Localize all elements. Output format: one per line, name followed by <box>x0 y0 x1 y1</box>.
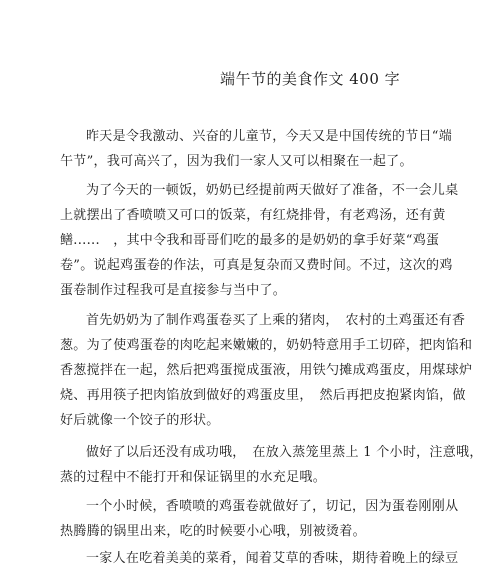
paragraph-line: 一家人在吃着美美的菜肴，闻着艾草的香味，期待着晚上的绿豆 <box>86 551 459 566</box>
paragraph-3 <box>60 308 473 433</box>
paragraph-line: 香葱搅拌在一起，然后把鸡蛋搅成蛋液，用铁勺摊成鸡蛋皮，用煤球炉 <box>60 363 473 378</box>
paragraph-line: 好后就像一个饺子的形状。 <box>60 413 220 428</box>
paragraph-line: 午节”，我可高兴了，因为我们一家人又可以相聚在一起了。 <box>60 154 413 169</box>
paragraph-6 <box>60 546 459 571</box>
paragraph-line: 蛋卷制作过程我可是直接参与当中了。 <box>60 283 287 298</box>
paragraph-line: 蒸的过程中不能打开和保证锅里的水充足哦。 <box>60 470 327 485</box>
paragraph-2 <box>60 178 459 303</box>
paragraph-line: 烧、再用筷子把肉馅放到做好的鸡蛋皮里， 然后再把皮抱紧肉馅，做 <box>60 388 466 403</box>
paragraph-line: 一个小时候，香喷喷的鸡蛋卷就做好了，切记，因为蛋卷刚刚从 <box>86 499 459 514</box>
paragraph-line: 鳝...... ，其中令我和哥哥们吃的最多的是奶奶的拿手好菜“鸡蛋 <box>60 233 440 248</box>
paragraph-line: 卷”。说起鸡蛋卷的作法，可真是复杂而又费时间。不过，这次的鸡 <box>60 258 453 273</box>
paragraph-line: 为了今天的一顿饭，奶奶已经提前两天做好了准备，不一会儿桌 <box>86 183 459 198</box>
document-title: 端午节的美食作文 400 字 <box>220 70 401 88</box>
paragraph-5 <box>60 494 459 544</box>
paragraph-line: 热腾腾的锅里出来，吃的时候要小心哦，别被烫着。 <box>60 524 366 539</box>
paragraph-line: 上就摆出了香喷喷又可口的饭菜，有红烧排骨，有老鸡汤，还有黄 <box>60 208 446 223</box>
paragraph-line: 首先奶奶为了制作鸡蛋卷买了上乘的猪肉， 农村的土鸡蛋还有香 <box>86 313 466 328</box>
paragraph-line: 做好了以后还没有成功哦， 在放入蒸笼里蒸上 1 个小时，注意哦， <box>86 445 483 460</box>
paragraph-1 <box>60 124 453 174</box>
paragraph-line: 昨天是令我激动、兴奋的儿童节，今天又是中国传统的节日“端 <box>86 129 453 144</box>
paragraph-4 <box>60 440 483 490</box>
paragraph-line: 葱。为了使鸡蛋卷的肉吃起来嫩嫩的，奶奶特意用手工切碎，把肉馅和 <box>60 338 473 353</box>
